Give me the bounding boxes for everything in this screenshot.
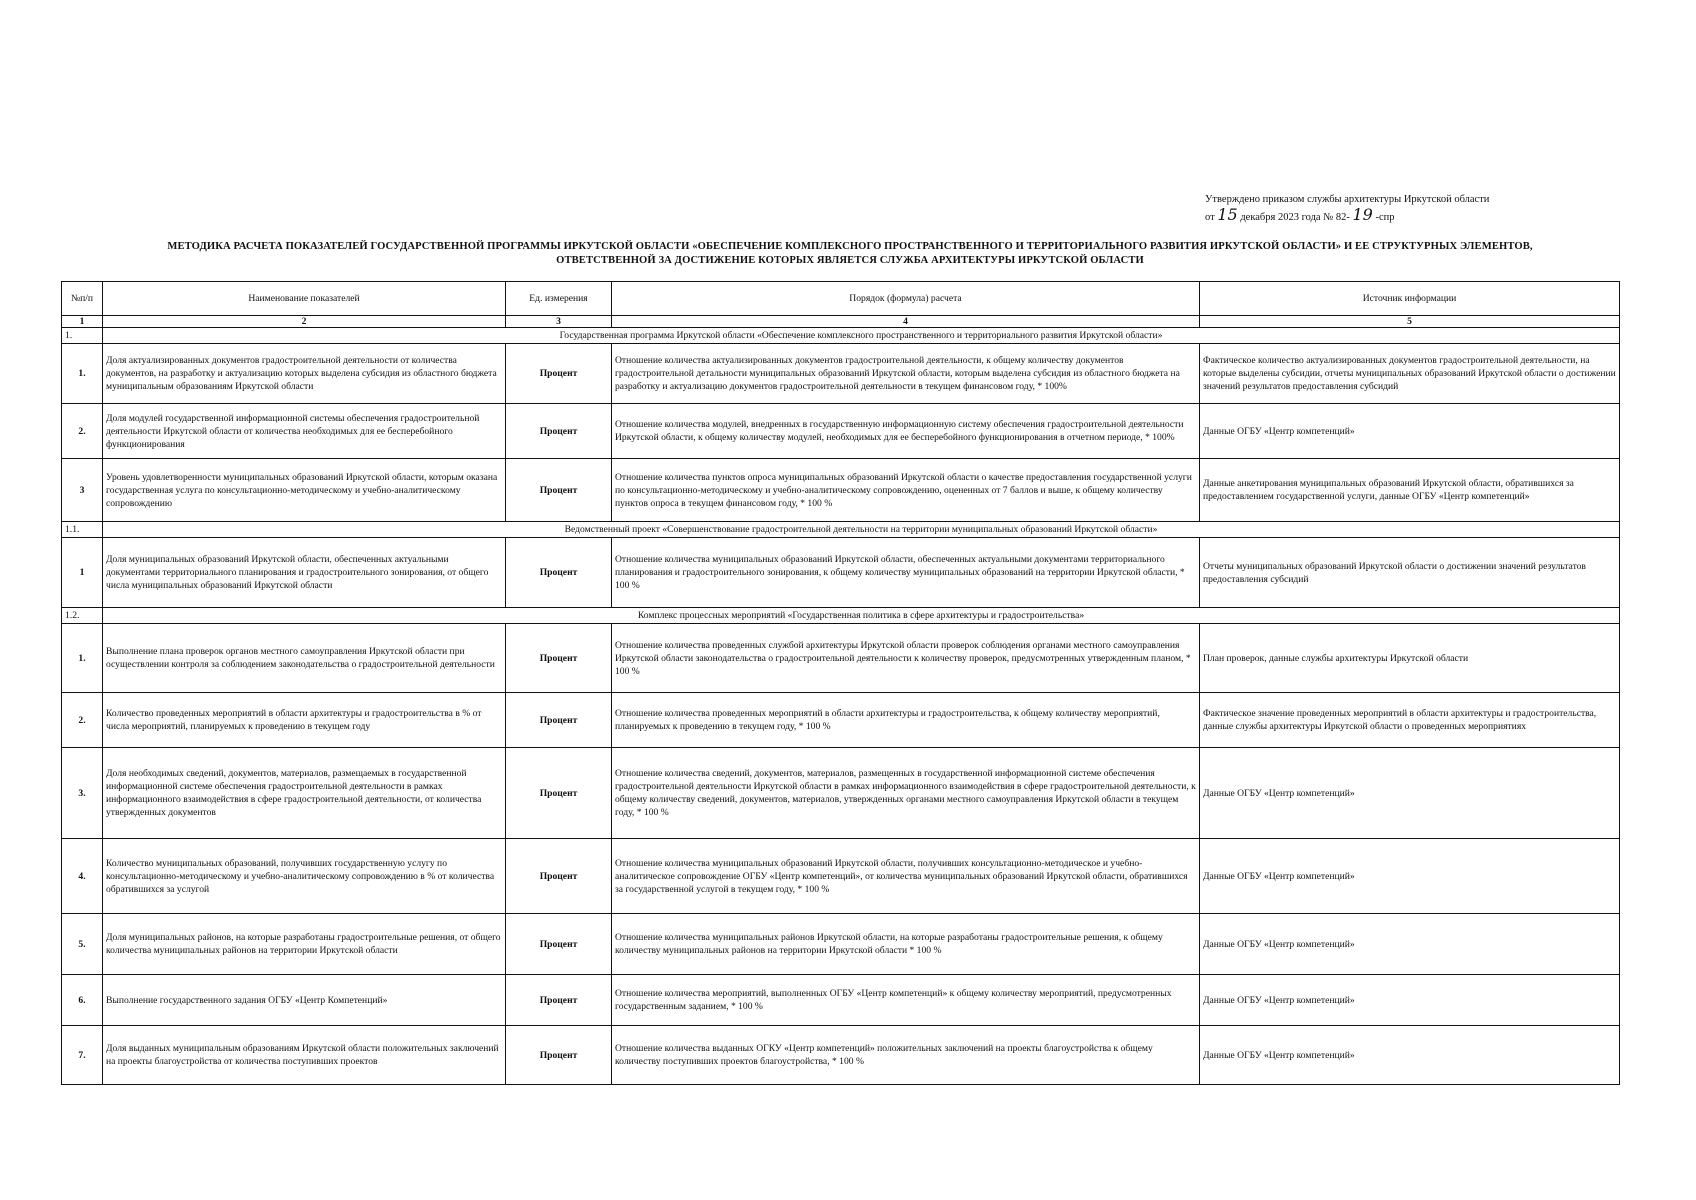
table-row — [62, 344, 1620, 404]
row-number: 2. — [62, 693, 103, 748]
column-number-row — [62, 316, 1620, 328]
handwritten-order-number: 19 — [1352, 205, 1373, 224]
document-title-line2: ОТВЕТСТВЕННОЙ ЗА ДОСТИЖЕНИЕ КОТОРЫХ ЯВЛЯЕТСЯ СЛУЖБА АРХИТЕКТУРЫ ИРКУТСКОЙ ОБЛАСТИ — [556, 255, 1144, 266]
information-source: Данные ОГБУ «Центр компетенций» — [1200, 975, 1620, 1026]
section-title: Комплекс процессных мероприятий «Государственная политика в сфере архитектуры и градостроительства» — [103, 608, 1620, 624]
calculation-formula: Отношение количества муниципальных образований Иркутской области, обеспеченных актуальными документами территориального планирования и градостроительного зонирования, к общему количеству муниципальных образований на территории Иркутской области, * 100 % — [612, 538, 1200, 608]
information-source: Фактическое значение проведенных мероприятий в области архитектуры и градостроительства, данные службы архитектуры Иркутской области о проведенных мероприятиях — [1200, 693, 1620, 748]
unit-of-measure: Процент — [506, 459, 612, 522]
document-title — [60, 240, 1640, 268]
calculation-formula: Отношение количества сведений, документов, материалов, размещенных в государственной информационной системе обеспечения градостроительной деятельности Иркутской области в рамках информационного взаимодействия в сфере градостроительной деятельности, к общему количеству сведений, документов, материалов, утвержденных органами местного самоуправления Иркутской области в текущем году, * 100 % — [612, 748, 1200, 839]
header-num: №п/п — [62, 282, 103, 316]
table-header-row — [62, 282, 1620, 316]
information-source: План проверок, данные службы архитектуры Иркутской области — [1200, 624, 1620, 693]
row-number: 3 — [62, 459, 103, 522]
column-number: 3 — [506, 316, 612, 328]
table-row — [62, 538, 1620, 608]
section-title: Ведомственный проект «Совершенствование градостроительной деятельности на территории муниципальных образований Иркутской области» — [103, 522, 1620, 538]
information-source: Данные ОГБУ «Центр компетенций» — [1200, 748, 1620, 839]
section-number: 1. — [62, 328, 103, 344]
row-number: 6. — [62, 975, 103, 1026]
column-number: 4 — [612, 316, 1200, 328]
row-number: 5. — [62, 914, 103, 975]
indicator-name: Доля необходимых сведений, документов, материалов, размещаемых в государственной информационной системе обеспечения градостроительной деятельности в рамках информационного взаимодействия в сфере градостроительной деятельности, от количества утвержденных документов — [103, 748, 506, 839]
column-number: 5 — [1200, 316, 1620, 328]
row-number: 2. — [62, 404, 103, 459]
table-row — [62, 914, 1620, 975]
information-source: Отчеты муниципальных образований Иркутской области о достижении значений результатов предоставления субсидий — [1200, 538, 1620, 608]
indicator-name: Доля актуализированных документов градостроительной деятельности от количества документов, на разработку и актуализацию которых выделена субсидия из областного бюджета муниципальным образованиям Иркутской области — [103, 344, 506, 404]
unit-of-measure: Процент — [506, 748, 612, 839]
indicator-name: Выполнение плана проверок органов местного самоуправления Иркутской области при осуществлении контроля за соблюдением законодательства о градостроительной деятельности — [103, 624, 506, 693]
indicators-table — [61, 281, 1620, 1085]
unit-of-measure: Процент — [506, 404, 612, 459]
unit-of-measure: Процент — [506, 538, 612, 608]
approval-middle: декабря 2023 года № 82- — [1240, 212, 1350, 223]
table-row — [62, 748, 1620, 839]
indicator-name: Количество проведенных мероприятий в области архитектуры и градостроительства в % от числа мероприятий, планируемых к проведению в текущем году — [103, 693, 506, 748]
indicator-name: Количество муниципальных образований, получивших государственную услугу по консультационно-методическому и учебно-аналитическому сопровождению в % от количества обратившихся за услугой — [103, 839, 506, 914]
section-title: Государственная программа Иркутской области «Обеспечение комплексного пространственного и территориального развития Иркутской области» — [103, 328, 1620, 344]
table-row — [62, 404, 1620, 459]
row-number: 1. — [62, 344, 103, 404]
section-row — [62, 608, 1620, 624]
calculation-formula: Отношение количества актуализированных документов градостроительной деятельности, к общему количеству документов градостроительной детальности муниципальных образований Иркутской области, которым выделена субсидия из областного бюджета на разработку и актуализацию документов градостроительной деятельности в текущем финансовом году, * 100% — [612, 344, 1200, 404]
table-row — [62, 839, 1620, 914]
table-row — [62, 975, 1620, 1026]
header-name: Наименование показателей — [103, 282, 506, 316]
calculation-formula: Отношение количества муниципальных районов Иркутской области, на которые разработаны градостроительные решения, к общему количеству муниципальных районов на территории Иркутской области * 100 % — [612, 914, 1200, 975]
table-row — [62, 693, 1620, 748]
indicator-name: Доля модулей государственной информационной системы обеспечения градостроительной деятельности Иркутской области от количества необходимых для ее бесперебойного функционирования — [103, 404, 506, 459]
section-number: 1.2. — [62, 608, 103, 624]
header-formula: Порядок (формула) расчета — [612, 282, 1200, 316]
row-number: 7. — [62, 1026, 103, 1085]
calculation-formula: Отношение количества проведенных мероприятий в области архитектуры и градостроительства, к общему количеству мероприятий, планируемых к проведению в текущем году, * 100 % — [612, 693, 1200, 748]
section-row — [62, 522, 1620, 538]
information-source: Данные ОГБУ «Центр компетенций» — [1200, 404, 1620, 459]
section-row — [62, 328, 1620, 344]
indicator-name: Доля муниципальных образований Иркутской области, обеспеченных актуальными документами территориального планирования и градостроительного зонирования, от общего числа муниципальных образований Иркутской области — [103, 538, 506, 608]
column-number: 2 — [103, 316, 506, 328]
header-source: Источник информации — [1200, 282, 1620, 316]
approval-line1: Утверждено приказом службы архитектуры Иркутской области — [1205, 194, 1490, 205]
information-source: Данные ОГБУ «Центр компетенций» — [1200, 914, 1620, 975]
approval-prefix: от — [1205, 212, 1215, 223]
table-row — [62, 624, 1620, 693]
table-row — [62, 459, 1620, 522]
row-number: 1. — [62, 624, 103, 693]
column-number: 1 — [62, 316, 103, 328]
unit-of-measure: Процент — [506, 344, 612, 404]
approval-line2 — [1205, 207, 1565, 225]
indicator-name: Уровень удовлетворенности муниципальных образований Иркутской области, которым оказана государственная услуга по консультационно-методическому и учебно-аналитическому сопровождению — [103, 459, 506, 522]
indicator-name: Выполнение государственного задания ОГБУ «Центр Компетенций» — [103, 975, 506, 1026]
information-source: Данные анкетирования муниципальных образований Иркутской области, обратившихся за предоставлением государственной услуги, данные ОГБУ «Центр компетенций» — [1200, 459, 1620, 522]
unit-of-measure: Процент — [506, 839, 612, 914]
handwritten-day: 15 — [1217, 205, 1238, 224]
calculation-formula: Отношение количества выданных ОГКУ «Центр компетенций» положительных заключений на проекты благоустройства к общему количеству поступивших проектов благоустройства, * 100 % — [612, 1026, 1200, 1085]
unit-of-measure: Процент — [506, 693, 612, 748]
unit-of-measure: Процент — [506, 975, 612, 1026]
calculation-formula: Отношение количества модулей, внедренных в государственную информационную систему обеспечения градостроительной деятельности Иркутской области, к общему количеству модулей, необходимых для ее бесперебойного функционирования в отчетном периоде, * 100% — [612, 404, 1200, 459]
unit-of-measure: Процент — [506, 624, 612, 693]
document-title-line1: МЕТОДИКА РАСЧЕТА ПОКАЗАТЕЛЕЙ ГОСУДАРСТВЕННОЙ ПРОГРАММЫ ИРКУТСКОЙ ОБЛАСТИ «ОБЕСПЕЧЕНИЕ КОМПЛЕКСНОГО ПРОСТРАНСТВЕННОГО И ТЕРРИТОРИАЛЬНОГО РАЗВИТИЯ ИРКУТСКОЙ ОБЛАСТИ» И ЕЕ СТРУКТУРНЫХ ЭЛЕМЕНТОВ, — [167, 241, 1533, 252]
table-body — [62, 316, 1620, 1085]
approval-stamp — [1205, 192, 1565, 225]
row-number: 1 — [62, 538, 103, 608]
header-unit: Ед. измерения — [506, 282, 612, 316]
information-source: Данные ОГБУ «Центр компетенций» — [1200, 1026, 1620, 1085]
table-row — [62, 1026, 1620, 1085]
approval-suffix: -спр — [1375, 212, 1395, 223]
indicator-name: Доля выданных муниципальным образованиям Иркутской области положительных заключений на проекты благоустройства от количества поступивших проектов — [103, 1026, 506, 1085]
unit-of-measure: Процент — [506, 1026, 612, 1085]
calculation-formula: Отношение количества пунктов опроса муниципальных образований Иркутской области о качестве предоставления государственной услуги по консультационно-методическому и учебно-аналитическому сопровождению, оцененных от 7 баллов и выше, к общему количеству пунктов опроса в текущем финансовом году, * 100 % — [612, 459, 1200, 522]
row-number: 3. — [62, 748, 103, 839]
calculation-formula: Отношение количества проведенных службой архитектуры Иркутской области проверок соблюдения органами местного самоуправления Иркутской области законодательства о градостроительной деятельности к количеству проверок, предусмотренных утвержденным планом, * 100 % — [612, 624, 1200, 693]
calculation-formula: Отношение количества мероприятий, выполненных ОГБУ «Центр компетенций» к общему количеству мероприятий, предусмотренных государственным заданием, * 100 % — [612, 975, 1200, 1026]
section-number: 1.1. — [62, 522, 103, 538]
row-number: 4. — [62, 839, 103, 914]
information-source: Данные ОГБУ «Центр компетенций» — [1200, 839, 1620, 914]
unit-of-measure: Процент — [506, 914, 612, 975]
indicator-name: Доля муниципальных районов, на которые разработаны градостроительные решения, от общего количества муниципальных районов на территории Иркутской области — [103, 914, 506, 975]
calculation-formula: Отношение количества муниципальных образований Иркутской области, получивших консультационно-методическое и учебно-аналитическое сопровождение ОГБУ «Центр компетенций», от количества муниципальных образований Иркутской области, обратившихся за государственной услугой в текущем году, * 100 % — [612, 839, 1200, 914]
information-source: Фактическое количество актуализированных документов градостроительной деятельности, на которые выделены субсидии, отчеты муниципальных образований Иркутской области о достижении значений результатов предоставления субсидий — [1200, 344, 1620, 404]
